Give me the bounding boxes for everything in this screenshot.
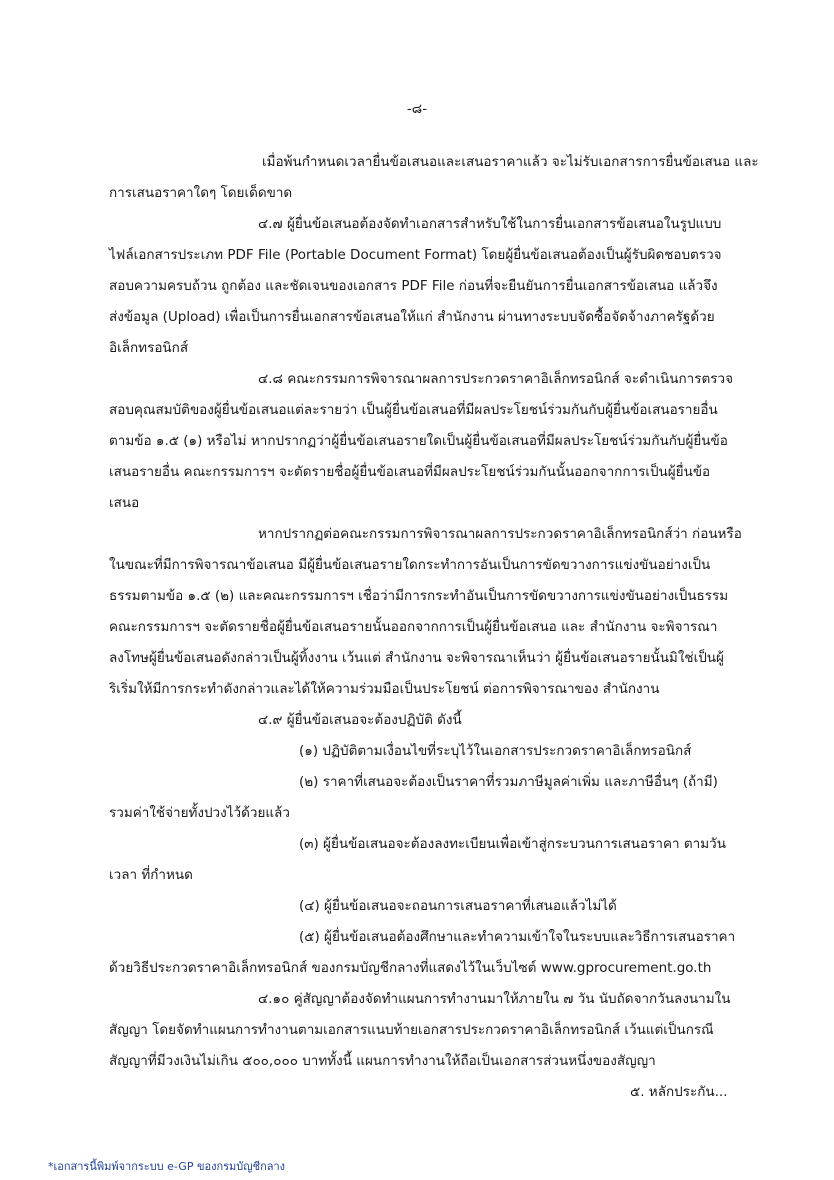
text-line: การเสนอราคาใดๆ โดยเด็ดขาด — [109, 185, 293, 201]
text-line: อิเล็กทรอนิกส์ — [109, 340, 189, 356]
text-line: เสนอ — [109, 495, 140, 511]
page-number: -๘- — [406, 101, 428, 117]
text-line: ในขณะที่มีการพิจารณาข้อเสนอ มีผู้ยื่นข้อเสนอรายใดกระทำการอันเป็นการขัดขวางการแข่งขันอย่างเป็น — [109, 557, 711, 573]
text-line: ๔.๗ ผู้ยื่นข้อเสนอต้องจัดทำเอกสารสำหรับใช้ในการยื่นเอกสารข้อเสนอในรูปแบบ — [258, 216, 722, 232]
footer-note: *เอกสารนี้พิมพ์จากระบบ e-GP ของกรมบัญชีกลาง — [48, 1160, 286, 1173]
text-line: (๔) ผู้ยื่นข้อเสนอจะถอนการเสนอราคาที่เสนอแล้วไม่ได้ — [299, 898, 617, 914]
text-line: ๔.๙ ผู้ยื่นข้อเสนอจะต้องปฏิบัติ ดังนี้ — [258, 712, 462, 728]
text-line: ด้วยวิธีประกวดราคาอิเล็กทรอนิกส์ ของกรมบัญชีกลางที่แสดงไว้ในเว็บไซต์ www.gprocurement.go.th — [109, 960, 712, 976]
text-line: (๕) ผู้ยื่นข้อเสนอต้องศึกษาและทำความเข้าใจในระบบและวิธีการเสนอราคา — [299, 929, 736, 945]
text-line: สอบความครบถ้วน ถูกต้อง และชัดเจนของเอกสาร PDF File ก่อนที่จะยืนยันการยื่นเอกสารข้อเสนอ แล้วจึง — [109, 278, 718, 294]
text-line: ๔.๑๐ คู่สัญญาต้องจัดทำแผนการทำงานมาให้ภายใน ๗ วัน นับถัดจากวันลงนามใน — [258, 991, 731, 1007]
text-line: เมื่อพ้นกำหนดเวลายื่นข้อเสนอและเสนอราคาแล้ว จะไม่รับเอกสารการยื่นข้อเสนอ และ — [262, 154, 759, 170]
text-line: (๑) ปฏิบัติตามเงื่อนไขที่ระบุไว้ในเอกสารประกวดราคาอิเล็กทรอนิกส์ — [299, 743, 692, 759]
text-line: ธรรมตามข้อ ๑.๕ (๒) และคณะกรรมการฯ เชื่อว่ามีการกระทำอันเป็นการขัดขวางการแข่งขันอย่างเป็นธรรม — [109, 588, 729, 604]
text-line: สัญญา โดยจัดทำแผนการทำงานตามเอกสารแนบท้ายเอกสารประกวดราคาอิเล็กทรอนิกส์ เว้นแต่เป็นกรณี — [109, 1022, 714, 1038]
text-line: สัญญาที่มีวงเงินไม่เกิน ๕๐๐,๐๐๐ บาททั้งนี้ แผนการทำงานให้ถือเป็นเอกสารส่วนหนึ่งของสัญญา — [109, 1053, 656, 1069]
text-line: ริเริ่มให้มีการกระทำดังกล่าวและได้ให้ความร่วมมือเป็นประโยชน์ ต่อการพิจารณาของ สำนักงาน — [109, 681, 660, 697]
text-line: หากปรากฏต่อคณะกรรมการพิจารณาผลการประกวดราคาอิเล็กทรอนิกส์ว่า ก่อนหรือ — [258, 526, 742, 542]
text-line: รวมค่าใช้จ่ายทั้งปวงไว้ด้วยแล้ว — [109, 805, 290, 821]
text-line: ไฟล์เอกสารประเภท PDF File (Portable Document Format) โดยผู้ยื่นข้อเสนอต้องเป็นผู้รับผิดชอบตรวจ — [109, 247, 722, 263]
text-line: คณะกรรมการฯ จะตัดรายชื่อผู้ยื่นข้อเสนอรายนั้นออกจากการเป็นผู้ยื่นข้อเสนอ และ สำนักงาน จะพิจารณา — [109, 619, 718, 635]
text-line: ๕. หลักประกัน... — [630, 1084, 728, 1100]
text-line: เวลา ที่กำหนด — [109, 867, 193, 883]
text-line: ตามข้อ ๑.๕ (๑) หรือไม่ หากปรากฏว่าผู้ยื่นข้อเสนอรายใดเป็นผู้ยื่นข้อเสนอที่มีผลประโยชน์ร่วมกันกับผู้ยื่นข้อ — [109, 433, 728, 449]
text-line: (๒) ราคาที่เสนอจะต้องเป็นราคาที่รวมภาษีมูลค่าเพิ่ม และภาษีอื่นๆ (ถ้ามี) — [299, 774, 718, 790]
text-line: สอบคุณสมบัติของผู้ยื่นข้อเสนอแต่ละรายว่า เป็นผู้ยื่นข้อเสนอที่มีผลประโยชน์ร่วมกันกับผู้ยื่นข้อเสนอรายอื่น — [109, 402, 718, 418]
text-line: ลงโทษผู้ยื่นข้อเสนอดังกล่าวเป็นผู้ทิ้งงาน เว้นแต่ สำนักงาน จะพิจารณาเห็นว่า ผู้ยื่นข้อเสนอรายนั้นมิใช่เป็นผู้ — [109, 650, 724, 666]
text-line: (๓) ผู้ยื่นข้อเสนอจะต้องลงทะเบียนเพื่อเข้าสู่กระบวนการเสนอราคา ตามวัน — [299, 836, 726, 852]
text-line: ๔.๘ คณะกรรมการพิจารณาผลการประกวดราคาอิเล็กทรอนิกส์ จะดำเนินการตรวจ — [258, 371, 734, 387]
text-line: ส่งข้อมูล (Upload) เพื่อเป็นการยื่นเอกสารข้อเสนอให้แก่ สำนักงาน ผ่านทางระบบจัดซื้อจัดจ้างภาครัฐด้วย — [109, 309, 715, 325]
text-line: เสนอรายอื่น คณะกรรมการฯ จะตัดรายชื่อผู้ยื่นข้อเสนอที่มีผลประโยชน์ร่วมกันนั้นออกจากการเป็นผู้ยื่นข้อ — [109, 464, 711, 480]
